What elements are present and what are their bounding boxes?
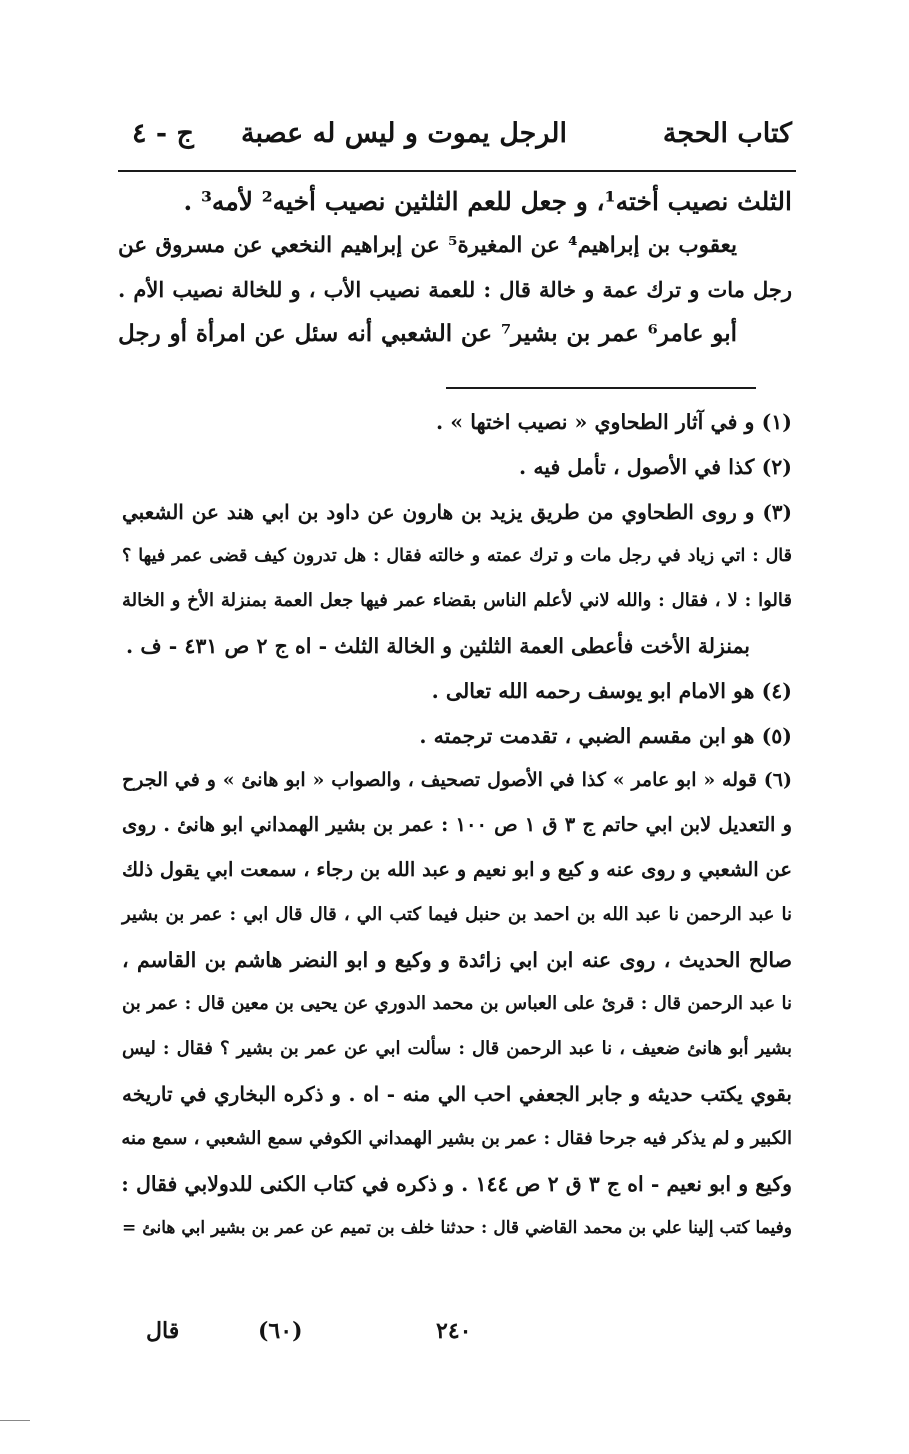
footnote-line: بشير أبو هانئ ضعيف ، نا عبد الرحمن قال : سألت ابي عن عمر بن بشير ؟ فقال : ليس — [122, 1038, 792, 1060]
footnote-line: صالح الحديث ، روى عنه ابن ابي زائدة و وكيع و ابو النضر هاشم بن القاسم ، — [122, 947, 792, 972]
main-text-line: يعقوب بن إبراهيم⁴ عن المغيرة⁵ عن إبراهيم النخعي عن مسروق عن — [118, 233, 738, 258]
footnote-line: (٤) هو الامام ابو يوسف رحمه الله تعالى . — [431, 678, 792, 703]
scan-edge-mark — [0, 1420, 30, 1421]
footnote-line: بقوي يكتب حديثه و جابر الجعفي احب الي منه - اه . و ذكره البخاري في تاريخه — [122, 1081, 792, 1106]
footnote-line: (٣) و روى الطحاوي من طريق يزيد بن هارون عن داود بن ابي هند عن الشعبي — [122, 499, 792, 524]
header-rule — [118, 170, 796, 172]
catchword: قال — [146, 1318, 180, 1344]
footnote-line: بمنزلة الأخت فأعطى العمة الثلثين و الخالة الثلث - اه ج ٢ ص ٤٣١ - ف . — [126, 633, 750, 658]
main-text — [118, 180, 792, 356]
page-number: ٢٤٠ — [436, 1318, 472, 1344]
footnote-line: عن الشعبي و روى عنه و كيع و ابو نعيم و عبد الله بن رجاء ، سمعت ابي يقول ذلك — [122, 857, 792, 881]
page-footer — [118, 1318, 792, 1358]
footnote-line: قال : اتي زياد في رجل مات و ترك عمته و خالته فقال : هل تدرون كيف قضى عمر فيها ؟ — [122, 546, 792, 567]
main-text-line: الثلث نصيب أخته¹، و جعل للعم الثلثين نصيب أخيه² لأمه³ . — [183, 187, 792, 216]
main-text-line: أبو عامر⁶ عمر بن بشير⁷ عن الشعبي أنه سئل عن امرأة أو رجل — [118, 320, 737, 347]
book-title: كتاب الحجة — [662, 118, 792, 149]
footnote-line: نا عبد الرحمن قال : قرئ على العباس بن محمد الدوري عن يحيى بن معين قال : عمر بن — [122, 993, 792, 1015]
footnote-line: نا عبد الرحمن نا عبد الله بن احمد بن حنبل فيما كتب الي ، قال قال ابي : عمر بن بشير — [122, 903, 792, 925]
footnote-line: (٦) قوله « ابو عامر » كذا في الأصول تصحيف ، والصواب « ابو هانئ » و في الجرح — [122, 769, 792, 792]
footnote-line: قالوا : لا ، فقال : والله لاني لأعلم الناس بقضاء عمر فيها جعل العمة بمنزلة الأخ و الخالة — [122, 590, 792, 612]
footnote-line: (١) و في آثار الطحاوي « نصيب اختها » . — [436, 410, 792, 434]
running-header — [118, 118, 792, 164]
part-number: (٦٠) — [258, 1318, 303, 1344]
footnote-line: وكيع و ابو نعيم - اه ج ٣ ق ٢ ص ١٤٤ . و ذكره في كتاب الكنى للدولابي فقال : — [121, 1171, 792, 1196]
footnote-line: و التعديل لابن ابي حاتم ج ٣ ق ١ ص ١٠٠ : عمر بن بشير الهمداني ابو هانئ . روى — [122, 813, 792, 837]
footnote-line: الكبير و لم يذكر فيه جرحا فقال : عمر بن بشير الهمداني الكوفي سمع الشعبي ، سمع منه — [121, 1127, 792, 1149]
main-text-line: رجل مات و ترك عمة و خالة قال : للعمة نصيب الأب ، و للخالة نصيب الأم . — [118, 277, 792, 302]
volume-label: ج - ٤ — [132, 118, 194, 149]
footnote-line: وفيما كتب إلينا علي بن محمد القاضي قال : حدثنا خلف بن تميم عن عمر بن بشير ابي هانئ = — [122, 1218, 792, 1239]
footnote-line: (٥) هو ابن مقسم الضبي ، تقدمت ترجمته . — [419, 723, 792, 748]
footnote-separator — [446, 387, 756, 389]
footnote-line: (٢) كذا في الأصول ، تأمل فيه . — [519, 454, 792, 479]
chapter-title: الرجل يموت و ليس له عصبة — [241, 118, 567, 149]
footnotes — [122, 400, 792, 1251]
